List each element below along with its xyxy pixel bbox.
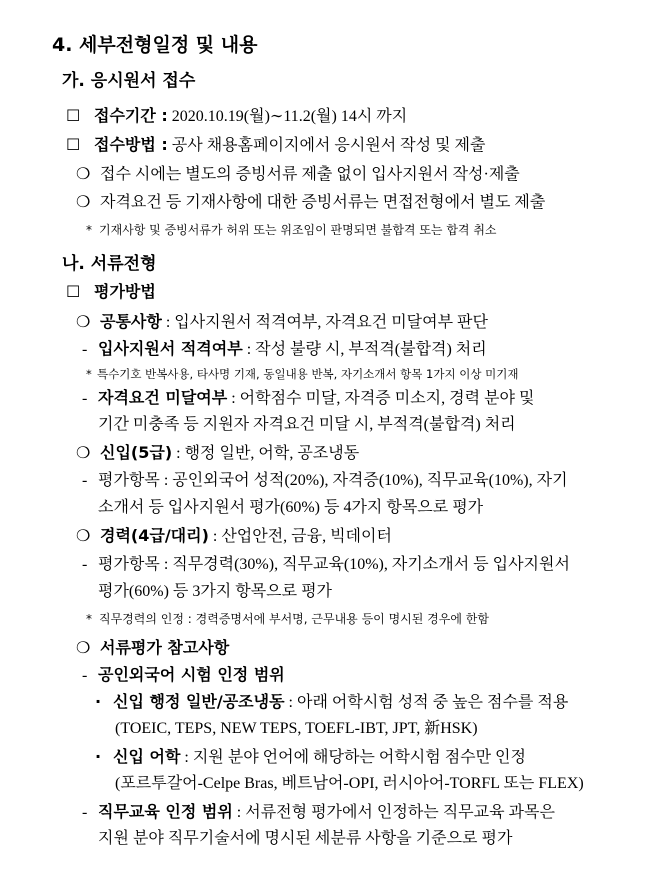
dash-marker: -	[82, 804, 88, 821]
bullet-row	[76, 163, 520, 186]
period-label: 접수기간 :	[94, 106, 168, 125]
bullet-text: 자격요건 등 기재사항에 대한 증빙서류는 면접전형에서 별도 제출	[100, 194, 546, 211]
circle-bullet-icon: ❍	[76, 526, 91, 545]
dash-marker: -	[82, 390, 88, 407]
common-label: 공통사항	[100, 312, 162, 331]
note-marker: *	[86, 367, 92, 381]
method-row	[66, 134, 485, 157]
part-b-title: 나. 서류전형	[62, 254, 157, 274]
career-note-text: 직무경력의 인정 : 경력증명서에 부서명, 근무내용 등이 명시된 경우에 한함	[99, 612, 489, 626]
circle-bullet-icon: ❍	[76, 164, 91, 183]
new-items-row	[82, 470, 568, 492]
fit-label: 입사지원서 적격여부	[98, 339, 243, 358]
ref-row	[76, 637, 229, 660]
edu-row	[82, 801, 555, 824]
dash-marker: -	[82, 556, 88, 573]
lang2-row	[95, 746, 526, 769]
dash-marker: -	[82, 667, 88, 684]
new-items-2: 소개서 등 입사지원서 평가(60%) 등 4가지 항목으로 평가	[98, 499, 484, 516]
fit-note-text: 특수기호 반복사용, 타사명 기재, 동일내용 반복, 자기소개서 항목 1가지 이상 미기재	[97, 367, 519, 381]
lang2-value: : 지원 분야 언어에 해당하는 어학시험 점수만 인정	[180, 749, 526, 766]
lang-label: 공인외국어 시험 인정 범위	[98, 665, 285, 684]
period-row	[66, 105, 407, 128]
lang2-label: 신입 어학	[113, 747, 181, 766]
part-a-title: 가. 응시원서 접수	[62, 71, 196, 91]
checkbox-icon: ☐	[66, 135, 81, 154]
method-value: 공사 채용홈페이지에서 응시원서 작성 및 제출	[167, 137, 486, 154]
bullet-row	[76, 191, 545, 214]
new-value: : 행정 일반, 어학, 공조냉동	[172, 445, 360, 462]
new-items-1: 평가항목 : 공인외국어 성적(20%), 자격증(10%), 직무교육(10%), 자기	[98, 472, 568, 489]
note-marker: *	[86, 612, 92, 626]
edu-value-1: : 서류전형 평가에서 인정하는 직무교육 과목은	[232, 804, 555, 821]
lang-row	[82, 664, 285, 687]
admin-row	[95, 691, 568, 714]
period-value: 2020.10.19(월)∼11.2(월) 14시 까지	[167, 108, 408, 125]
dash-marker: -	[82, 341, 88, 358]
eval-label: 평가방법	[94, 282, 156, 301]
req-row	[82, 387, 534, 410]
fit-row	[82, 338, 487, 361]
circle-bullet-icon: ❍	[76, 192, 91, 211]
fit-value: : 작성 불량 시, 부적격(불합격) 처리	[242, 341, 487, 358]
career-items-row	[82, 554, 570, 576]
note-marker: *	[86, 223, 92, 237]
note-text: 기재사항 및 증빙서류가 허위 또는 위조임이 판명되면 불합격 또는 합격 취소	[99, 223, 497, 237]
dot-marker: ·	[95, 747, 102, 766]
ref-label: 서류평가 참고사항	[100, 638, 230, 657]
common-row	[76, 311, 488, 334]
career-items-2: 평가(60%) 등 3가지 항목으로 평가	[98, 583, 333, 600]
bullet-text: 접수 시에는 별도의 증빙서류 제출 없이 입사지원서 작성·제출	[100, 166, 520, 183]
checkbox-icon: ☐	[66, 106, 81, 125]
circle-bullet-icon: ❍	[76, 443, 91, 462]
career-note-row	[86, 608, 489, 630]
circle-bullet-icon: ❍	[76, 312, 91, 331]
circle-bullet-icon: ❍	[76, 638, 91, 657]
career-value: : 산업안전, 금융, 빅데이터	[208, 528, 392, 545]
career-items-1: 평가항목 : 직무경력(30%), 직무교육(10%), 자기소개서 등 입사지원서	[98, 556, 570, 573]
admin-tests: (TOEIC, TEPS, NEW TEPS, TOEFL-IBT, JPT, 新HSK)	[115, 720, 478, 737]
fit-note-row	[86, 363, 518, 385]
admin-value: : 아래 어학시험 성적 중 높은 점수를 적용	[284, 694, 569, 711]
checkbox-icon: ☐	[66, 282, 81, 301]
admin-label: 신입 행정 일반/공조냉동	[113, 692, 285, 711]
eval-row	[66, 281, 156, 304]
common-value: : 입사지원서 적격여부, 자격요건 미달여부 판단	[161, 314, 488, 331]
lang2-tests: (포르투갈어-Celpe Bras, 베트남어-OPI, 러시아어-TORFL 또는 FLEX)	[115, 775, 584, 792]
section-title: 4. 세부전형일정 및 내용	[52, 34, 258, 56]
new-label: 신입(5급)	[100, 443, 173, 462]
note-row	[86, 219, 497, 241]
edu-value-2: 지원 분야 직무기술서에 명시된 세분류 사항을 기준으로 평가	[98, 830, 513, 847]
dot-marker: ·	[95, 692, 102, 711]
dash-marker: -	[82, 472, 88, 489]
edu-label: 직무교육 인정 범위	[98, 802, 233, 821]
req-label: 자격요건 미달여부	[98, 388, 228, 407]
career-row	[76, 525, 392, 548]
career-label: 경력(4급/대리)	[100, 526, 209, 545]
req-value-1: : 어학점수 미달, 자격증 미소지, 경력 분야 및	[227, 390, 535, 407]
new-row	[76, 442, 359, 465]
method-label: 접수방법 :	[94, 135, 168, 154]
req-value-2: 기간 미충족 등 지원자 자격요건 미달 시, 부적격(불합격) 처리	[98, 416, 516, 433]
